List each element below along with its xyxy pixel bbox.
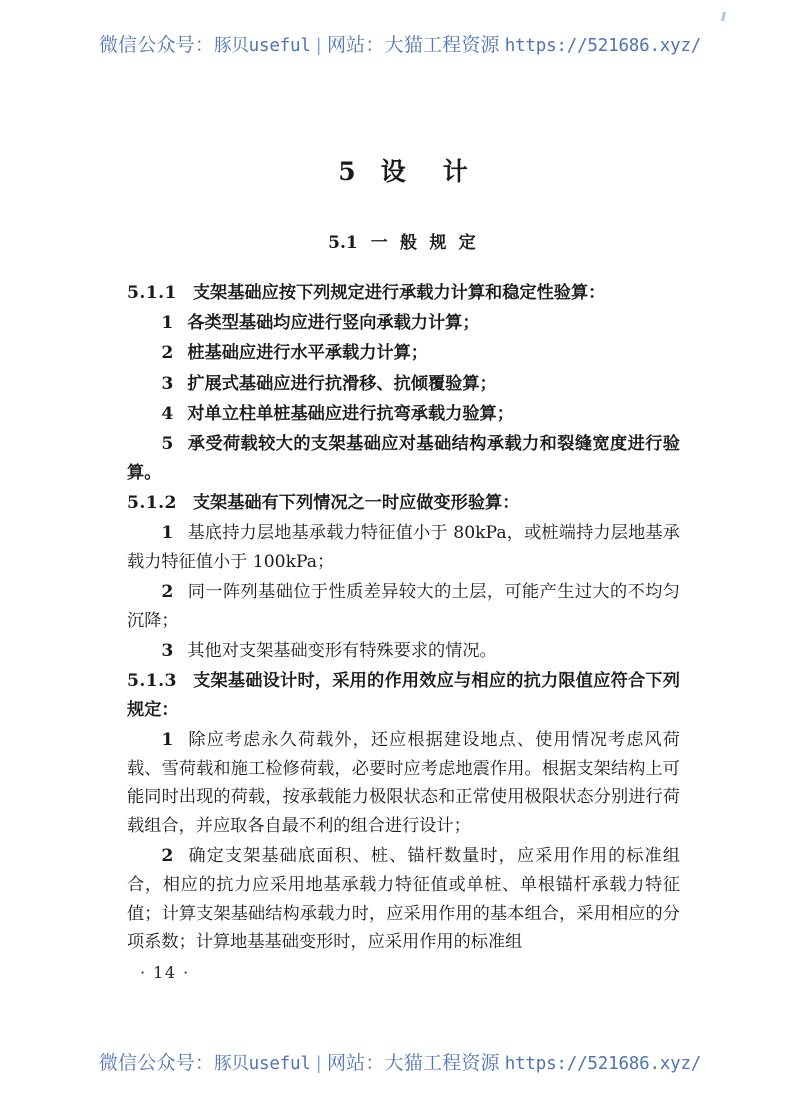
item-number: 4 [161,403,174,424]
clause-5-1-3 [127,667,680,724]
item-number: 1 [161,313,174,334]
clause-5-1-2-item-2 [127,578,680,635]
watermark-url: https://521686.xyz/ [504,1054,702,1074]
chapter-title-char-2: 计 [442,157,469,186]
watermark-url: https://521686.xyz/ [504,36,702,56]
section-number: 5.1 [328,233,358,253]
item-number: 2 [161,343,174,364]
body-text-block [127,279,680,957]
item-number: 2 [161,846,174,867]
item-text: 同一阵列基础位于性质差异较大的土层，可能产生过大的不均匀沉降； [127,582,680,631]
clause-5-1-3-item-2 [127,842,680,957]
clause-5-1-1-item-5 [127,430,680,487]
item-number: 1 [161,730,174,751]
watermark-wechat-label: 微信公众号： [98,34,215,56]
clause-text: 支架基础设计时，采用的作用效应与相应的抗力限值应符合下列规定： [127,671,680,720]
clause-5-1-3-item-1 [127,726,680,841]
clause-text: 支架基础有下列情况之一时应做变形验算： [192,492,520,513]
watermark-wechat-value: 豚贝useful [214,1054,311,1074]
watermark-wechat-label: 微信公众号： [98,1052,215,1074]
watermark-site-label: 网站： [326,34,385,56]
section-title-text: 一 般 规 定 [370,233,479,253]
item-text: 扩展式基础应进行抗滑移、抗倾覆验算； [187,373,497,394]
clause-5-1-1-item-3 [127,370,680,399]
clause-number: 5.1.1 [127,283,177,303]
item-text: 基底持力层地基承载力特征值小于 80kPa，或桩端持力层地基承载力特征值小于 100kPa； [127,523,680,572]
watermark-wechat-value: 豚贝useful [214,36,311,56]
page-number: · 14 · [140,963,190,982]
item-text: 各类型基础均应进行竖向承载力计算； [187,313,480,334]
item-text: 承受荷载较大的支架基础应对基础结构承载力和裂缝宽度进行验算。 [127,434,680,483]
clause-5-1-2-item-1 [127,519,680,576]
clause-text: 支架基础应按下列规定进行承载力计算和稳定性验算： [192,283,606,303]
chapter-heading [127,152,680,188]
watermark-site-value: 大猫工程资源 [384,34,500,56]
item-number: 3 [161,373,174,394]
corner-speck-mark [721,12,726,21]
item-number: 2 [161,582,174,603]
item-text: 对单立柱单桩基础应进行抗弯承载力验算； [187,403,514,424]
watermark-footer [0,1048,800,1075]
watermark-separator: | [315,35,322,56]
chapter-number: 5 [338,157,357,186]
clause-5-1-1-item-2 [127,339,680,368]
clause-number: 5.1.3 [127,671,177,692]
item-number: 3 [161,640,174,661]
chapter-title-char-1: 设 [380,157,407,186]
clause-number: 5.1.2 [127,492,177,513]
watermark-site-label: 网站： [326,1052,385,1074]
clause-5-1-1-item-1 [127,309,680,338]
clause-5-1-1-item-4 [127,400,680,429]
clause-5-1-2-item-3 [127,637,680,666]
clause-5-1-1 [127,279,680,308]
item-number: 1 [161,523,174,544]
document-content [127,0,680,959]
watermark-separator: | [315,1053,322,1074]
clause-5-1-2 [127,489,680,518]
item-text: 桩基础应进行水平承载力计算； [187,343,428,364]
watermark-site-value: 大猫工程资源 [384,1052,500,1074]
item-text: 其他对支架基础变形有特殊要求的情况。 [187,640,497,661]
item-text: 确定支架基础底面积、桩、锚杆数量时，应采用作用的标准组合，相应的抗力应采用地基承载力特征值或单桩、单根锚杆承载力特征值；计算支架基础结构承载力时，应采用作用的基本组合，采用相应的分项系数；计算地基基础变形时，应采用作用的标准组 [127,846,680,953]
item-text: 除应考虑永久荷载外，还应根据建设地点、使用情况考虑风荷载、雪荷载和施工检修荷载，必要时应考虑地震作用。根据支架结构上可能同时出现的荷载，按承载能力极限状态和正常使用极限状态分别进行荷载组合，并应取各自最不利的组合进行设计； [127,730,680,837]
item-number: 5 [161,434,174,455]
section-heading [127,228,680,253]
